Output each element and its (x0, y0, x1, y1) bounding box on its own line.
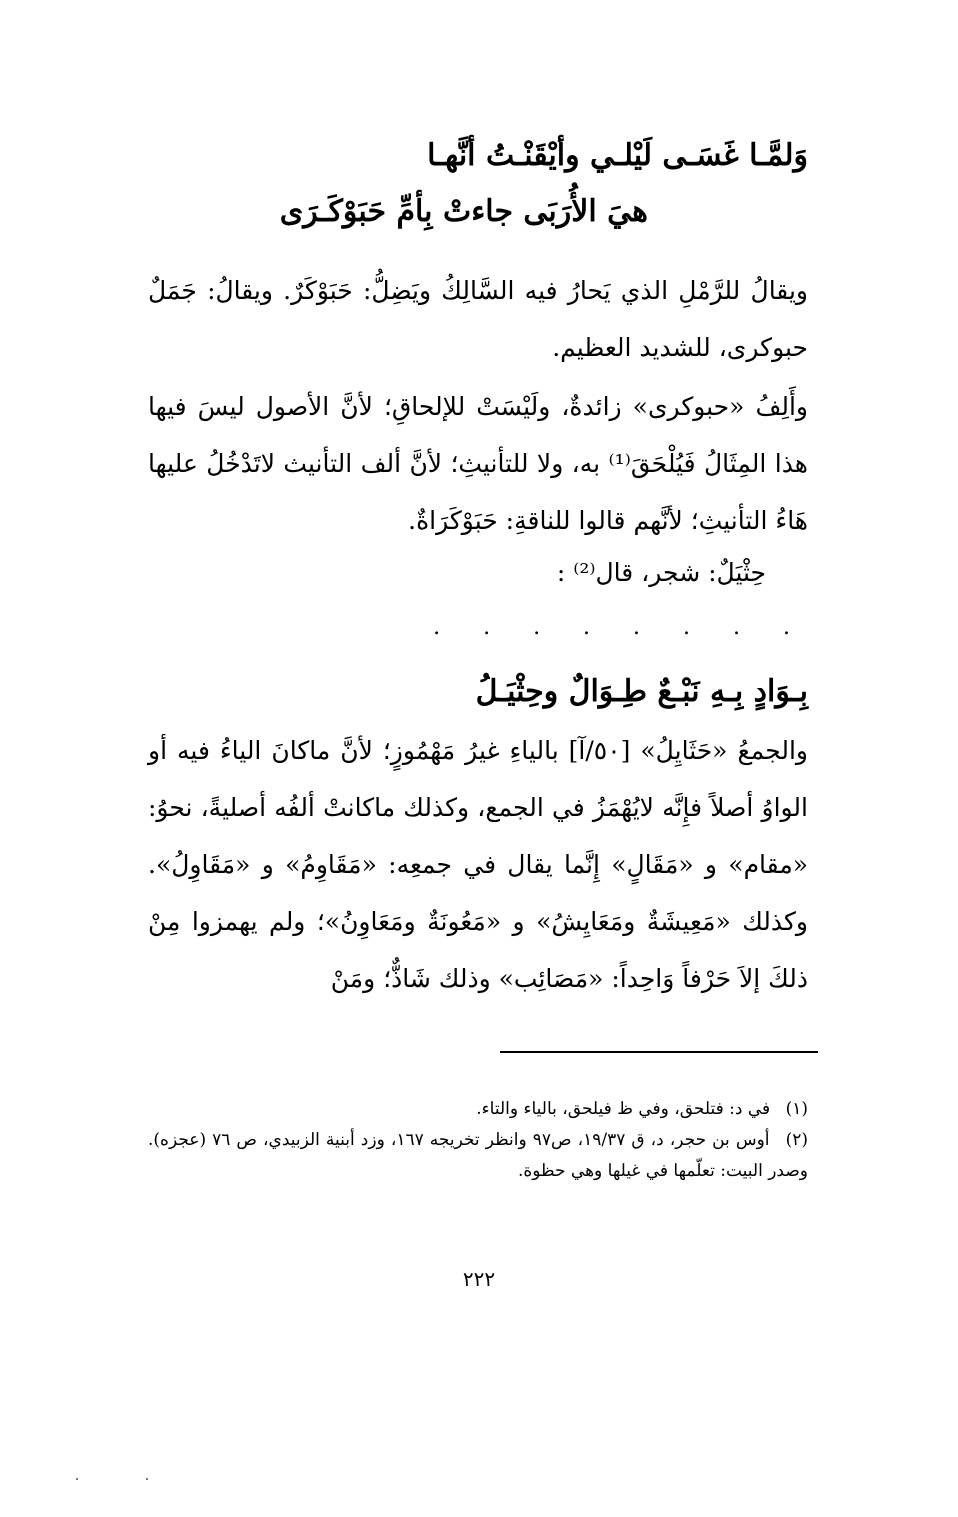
verse-second-hemistich: هيَ الأُرَبَى جاءتْ بِأمِّ حَبَوْكَـرَى (279, 194, 648, 229)
page-number: ٢٢٢ (462, 1267, 496, 1291)
footnote-separator (500, 1051, 818, 1053)
paragraph-alif-explanation (148, 378, 808, 549)
footnote-number: (١) (785, 1099, 808, 1119)
footnote-text: في د: فتلحق، وفي ظ فيلحق، بالياء والتاء. (476, 1099, 771, 1119)
ellipsis-line: . . . . . . . . (433, 615, 808, 640)
paragraph-text: ويقالُ للرَّمْلِ الذي يَحارُ فيه السَّالِكُ ويَضِلُّ: حَبَوْكَرٌ. ويقالُ: جَمَلٌ حبوكرى، للشديد العظيم. (148, 276, 808, 362)
paragraph-definition (148, 262, 808, 376)
scan-speck (76, 1478, 78, 1480)
paragraph-text: وأَلِفُ «حبوكرى» زائدةٌ، ولَيْسَتْ للإلحاقِ؛ لأنَّ الأصول ليسَ فيها هذا المِثَالُ فَيُلْحَقَ⁽¹⁾ به، ولا للتأنيثِ؛ لأنَّ ألف التأنيث لاتَدْخُلُ عليها هَاءُ التأنيثِ؛ لأنَّهم قالوا للناقةِ: حَبَوْكَرَاةٌ. (148, 392, 808, 535)
paragraph-text: والجمعُ «حَثَايِلُ» [٥٠/آ] بالياءِ غيرُ مَهْمُوزٍ؛ لأنَّ ماكانَ الياءُ فيه أو الواوُ أصلاً فإِنَّه لايُهْمَزُ في الجمع، وكذلك ماكانتْ ألفُه أصليةً، نحوُ: «مقام» و «مَقَالٍ» إِنَّما يقال في جمعِه: «مَقَاوِمُ» و «مَقَاوِلُ». وكذلك «مَعِيشَةٌ ومَعَايِشُ» و «مَعُونَةٌ ومَعَاوِنُ»؛ ولم يهمزوا مِنْ ذلكَ إلاَ حَرْفاً وَاحِداً: «مَصَائِب» وذلك شَاذٌّ؛ ومَنْ (148, 736, 809, 993)
entry-heading-line: حِثْيَلٌ: شجر، قال⁽²⁾ : (556, 558, 766, 587)
verse-first-hemistich: وَلمَّـا غَسَـى لَيْلـي وأيْقَنْـتُ أنَّهـا (427, 138, 808, 173)
footnote-text: أوس بن حجر، د، ق ١٩/٣٧، ص٩٧ وانظر تخريجه ١٦٧، وزد أبنية الزبيدي، ص ٧٦ (عجزه). وصدر البيت: تعلّمها في غيلها وهي حظوة. (148, 1130, 808, 1181)
verse-quotation: بِـوَادٍ بِـهِ نَبْـعٌ طِـوَالٌ وحِثْيَـلُ (475, 674, 808, 709)
footnote-2 (148, 1125, 808, 1187)
paragraph-plural-explanation (148, 722, 808, 1007)
scan-speck (146, 1478, 148, 1480)
footnote-number: (٢) (785, 1130, 808, 1150)
footnote-1 (148, 1094, 808, 1125)
